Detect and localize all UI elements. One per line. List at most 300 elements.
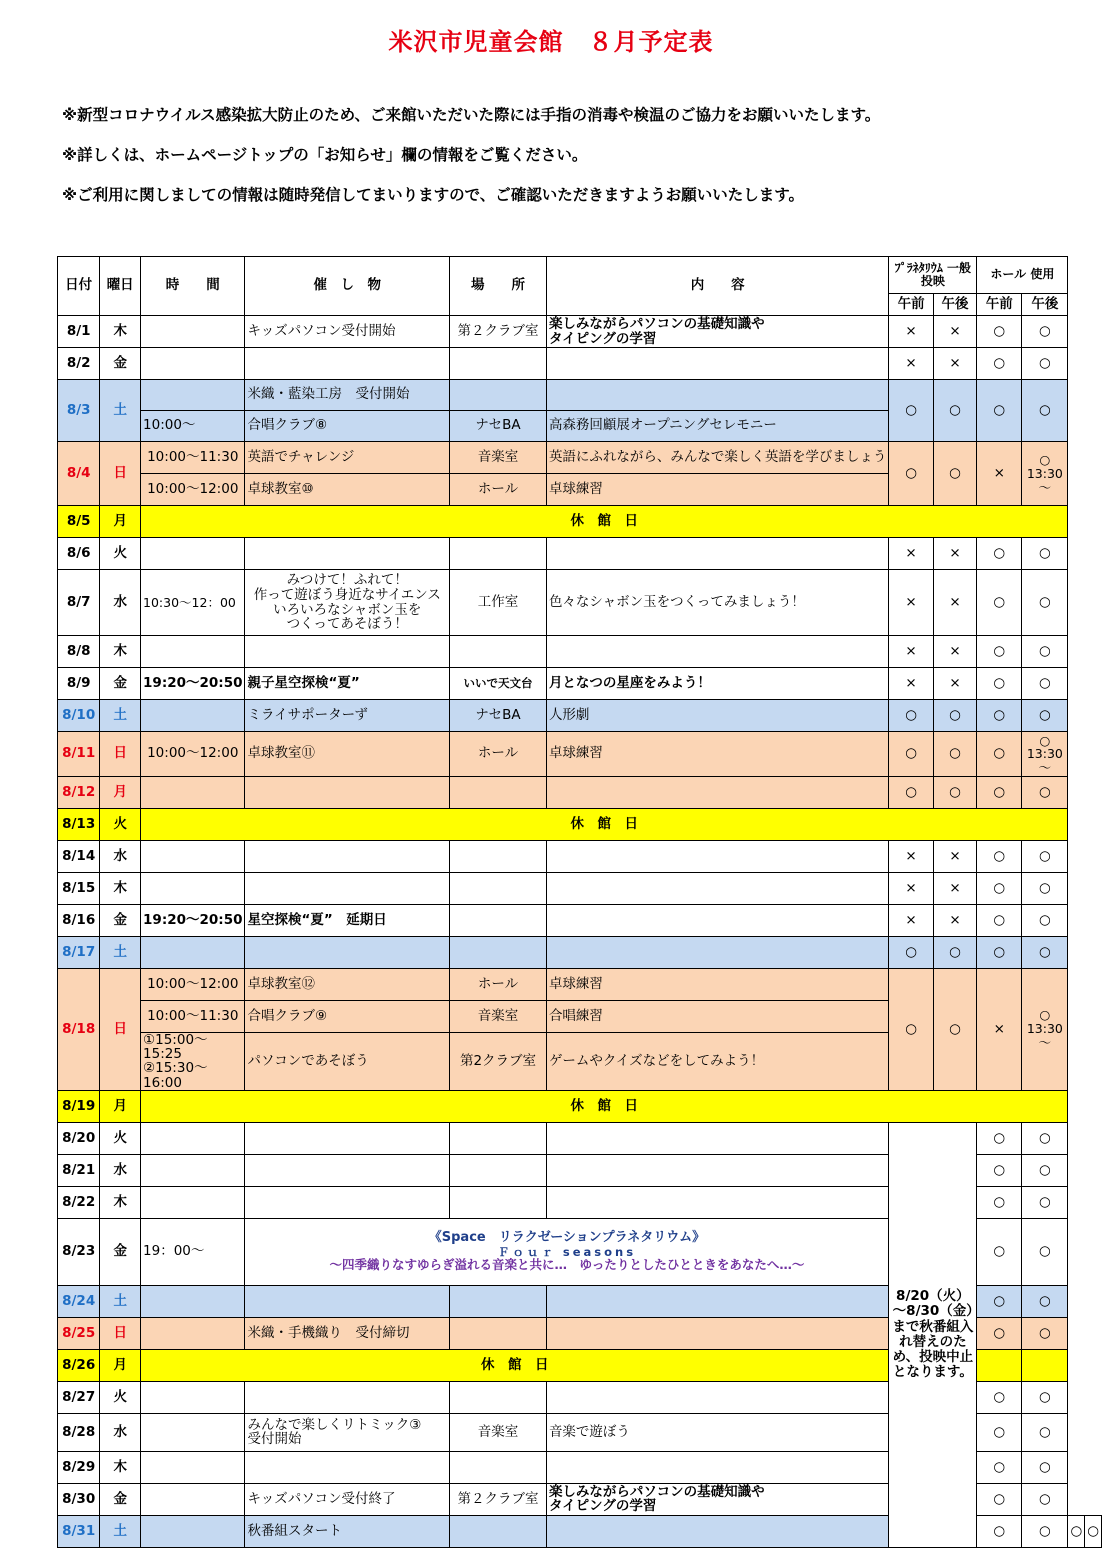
dow-cell: 日 (100, 1317, 141, 1349)
hall-am-cell: × (977, 969, 1022, 1091)
table-row (58, 969, 1102, 1001)
event-cell: 合唱クラブ⑧ (245, 411, 450, 442)
date-cell: 8/14 (58, 841, 100, 873)
hall-am-cell: ○ (977, 1154, 1022, 1186)
time-cell (141, 700, 245, 732)
planetarium-am-cell: ○ (889, 732, 933, 777)
hall-am-cell: ○ (977, 1413, 1022, 1451)
event-cell (245, 1381, 450, 1413)
date-cell: 8/8 (58, 636, 100, 668)
table-row (58, 1122, 1102, 1154)
special-event-subtitle: Ｆｏｕｒ seasons (497, 1244, 637, 1259)
content-cell (546, 905, 889, 937)
hall-pm-cell: ○ (1022, 700, 1068, 732)
planetarium-pm-cell: × (933, 668, 977, 700)
time-cell: 10:30～12：00 (141, 570, 245, 636)
hall-pm-cell: ○ (1022, 538, 1068, 570)
place-cell (450, 1317, 547, 1349)
place-cell: いいで天文台 (450, 668, 547, 700)
content-cell (546, 1451, 889, 1483)
date-cell: 8/5 (58, 506, 100, 538)
time-cell: 10:00～12:00 (141, 474, 245, 506)
date-cell: 8/29 (58, 1451, 100, 1483)
hall-pm-cell: ○ (1022, 348, 1068, 380)
content-cell: ゲームやクイズなどをしてみよう！ (546, 1033, 889, 1091)
place-cell: 第２クラブ室 (450, 1483, 547, 1515)
table-row (58, 873, 1102, 905)
date-cell: 8/19 (58, 1090, 100, 1122)
planetarium-pm-cell: × (933, 538, 977, 570)
planetarium-pm-cell: × (933, 636, 977, 668)
closed-cell: 休 館 日 (141, 809, 1068, 841)
time-cell: 10:00～11:30 (141, 1001, 245, 1033)
hall-pm-cell: ○ (1022, 570, 1068, 636)
table-row (58, 937, 1102, 969)
planetarium-am-cell: ○ (889, 777, 933, 809)
table-row (58, 570, 1102, 636)
place-cell (450, 1154, 547, 1186)
table-row (58, 636, 1102, 668)
table-row (58, 538, 1102, 570)
closed-cell: 休 館 日 (141, 506, 1068, 538)
content-cell: 音楽で遊ぼう (546, 1413, 889, 1451)
time-cell (141, 1413, 245, 1451)
content-cell (546, 1381, 889, 1413)
hall-am-cell: ○ (977, 732, 1022, 777)
content-cell: 卓球練習 (546, 732, 889, 777)
table-row (58, 380, 1102, 411)
planetarium-pm-cell: ○ (933, 732, 977, 777)
planetarium-am-cell: × (889, 348, 933, 380)
event-cell: 米織・藍染工房 受付開始 (245, 380, 450, 411)
planetarium-pm-cell: ○ (933, 442, 977, 506)
planetarium-pm-cell: ○ (933, 969, 977, 1091)
date-cell: 8/16 (58, 905, 100, 937)
hall-am-cell: ○ (977, 777, 1022, 809)
special-event-tagline: ～四季織りなすゆらぎ溢れる音楽と共に… ゆったりとしたひとときをあなたへ…～ (329, 1257, 805, 1273)
event-cell: 卓球教室⑩ (245, 474, 450, 506)
place-cell: 第2クラブ室 (450, 1033, 547, 1091)
content-cell: 卓球練習 (546, 969, 889, 1001)
planetarium-pm-cell: × (933, 348, 977, 380)
dow-cell: 土 (100, 937, 141, 969)
schedule-table (57, 256, 1102, 1548)
hall-pm-cell: ○ 13:30 ～ (1022, 442, 1068, 506)
event-cell (245, 1186, 450, 1218)
planetarium-pm-cell: × (933, 316, 977, 348)
content-cell (546, 538, 889, 570)
table-row (58, 1090, 1102, 1122)
time-cell (141, 937, 245, 969)
dow-cell: 日 (100, 969, 141, 1091)
hall-pm-cell: ○ (1022, 668, 1068, 700)
planetarium-am-cell: ○ (889, 442, 933, 506)
time-cell: 10:00～11:30 (141, 442, 245, 474)
planetarium-am-cell: × (889, 316, 933, 348)
hall-am-cell: ○ (977, 937, 1022, 969)
place-cell: ホール (450, 969, 547, 1001)
table-row (58, 841, 1102, 873)
planetarium-pm-cell: ○ (933, 700, 977, 732)
hall-am-cell: ○ (977, 1122, 1022, 1154)
dow-cell: 土 (100, 1285, 141, 1317)
planetarium-pm-cell: × (933, 873, 977, 905)
planetarium-pm-cell: × (933, 905, 977, 937)
dow-cell: 火 (100, 1381, 141, 1413)
header-hall-pm: 午後 (1022, 294, 1068, 316)
dow-cell: 水 (100, 1154, 141, 1186)
event-cell (245, 841, 450, 873)
planetarium-am-cell: ○ (889, 937, 933, 969)
hall-pm-cell: ○ (1022, 841, 1068, 873)
dow-cell: 木 (100, 1451, 141, 1483)
content-cell: 卓球練習 (546, 474, 889, 506)
place-cell: 工作室 (450, 570, 547, 636)
page-title: 米沢市児童会館 ８月予定表 (388, 28, 714, 56)
event-cell: 合唱クラブ⑨ (245, 1001, 450, 1033)
hall-pm-cell: ○ (1022, 1451, 1068, 1483)
time-cell (141, 1451, 245, 1483)
hall-am-cell (977, 1349, 1022, 1381)
event-cell: パソコンであそぼう (245, 1033, 450, 1091)
hall-am-cell: ○ (977, 1218, 1022, 1285)
time-cell (141, 1515, 245, 1547)
dow-cell: 土 (100, 1515, 141, 1547)
event-cell (245, 636, 450, 668)
date-cell: 8/7 (58, 570, 100, 636)
place-cell: 音楽室 (450, 442, 547, 474)
date-cell: 8/11 (58, 732, 100, 777)
hall-am-cell: ○ (977, 1285, 1022, 1317)
content-cell (546, 636, 889, 668)
notice-line: ※新型コロナウイルス感染拡大防止のため、ご来館いただいた際には手指の消毒や検温のご協力をお願いいたします。 (62, 106, 881, 124)
date-cell: 8/24 (58, 1285, 100, 1317)
notice-list (62, 100, 1062, 220)
date-cell: 8/13 (58, 809, 100, 841)
place-cell: 第２クラブ室 (450, 316, 547, 348)
event-cell: キッズパソコン受付開始 (245, 316, 450, 348)
content-cell: 楽しみながらパソコンの基礎知識や タイピングの学習 (546, 316, 889, 348)
time-cell (141, 380, 245, 411)
hall-am-cell: ○ (977, 380, 1022, 442)
hall-am-cell: ○ (977, 700, 1022, 732)
time-cell (141, 777, 245, 809)
planetarium-am-cell: × (889, 636, 933, 668)
dow-cell: 金 (100, 668, 141, 700)
time-cell: ①15:00～15:25 ②15:30～16:00 (141, 1033, 245, 1091)
table-row (58, 348, 1102, 380)
hall-am-cell: ○ (977, 348, 1022, 380)
date-cell: 8/27 (58, 1381, 100, 1413)
planetarium-am-cell: × (889, 668, 933, 700)
table-row (58, 700, 1102, 732)
hall-am-cell: ○ (977, 570, 1022, 636)
place-cell (450, 937, 547, 969)
time-cell (141, 538, 245, 570)
place-cell (450, 636, 547, 668)
dow-cell: 金 (100, 1218, 141, 1285)
planetarium-pm-cell: ○ (933, 937, 977, 969)
dow-cell: 月 (100, 506, 141, 538)
header-time: 時 間 (141, 257, 245, 316)
planetarium-pm-cell: ○ (933, 380, 977, 442)
hall-pm-cell: ○ (1022, 1218, 1068, 1285)
table-row (58, 809, 1102, 841)
time-cell: 19:20～20:50 (141, 668, 245, 700)
planetarium-am-cell: × (889, 570, 933, 636)
hall-pm-cell: ○ (1022, 636, 1068, 668)
place-cell (450, 905, 547, 937)
date-cell: 8/3 (58, 380, 100, 442)
event-cell (245, 777, 450, 809)
date-cell: 8/28 (58, 1413, 100, 1451)
hall-pm-cell: ○ (1022, 316, 1068, 348)
date-cell: 8/31 (58, 1515, 100, 1547)
hall-pm-cell: ○ (1022, 1483, 1068, 1515)
content-cell (546, 1122, 889, 1154)
date-cell: 8/10 (58, 700, 100, 732)
place-cell (450, 348, 547, 380)
planetarium-am-cell: ○ (889, 700, 933, 732)
event-cell: 米織・手機織り 受付締切 (245, 1317, 450, 1349)
hall-am-cell: ○ (977, 316, 1022, 348)
dow-cell: 木 (100, 873, 141, 905)
place-cell (450, 1122, 547, 1154)
hall-pm-cell: ○ (1022, 1381, 1068, 1413)
place-cell (450, 1186, 547, 1218)
content-cell: 月となつの星座をみよう！ (546, 668, 889, 700)
time-cell (141, 636, 245, 668)
planetarium-pm-cell: × (933, 841, 977, 873)
time-cell: 10:00～12:00 (141, 732, 245, 777)
date-cell: 8/12 (58, 777, 100, 809)
table-row (58, 732, 1102, 777)
dow-cell: 火 (100, 1122, 141, 1154)
time-cell (141, 1122, 245, 1154)
hall-pm-cell: ○ (1022, 873, 1068, 905)
hall-pm-cell: ○ (1022, 905, 1068, 937)
dow-cell: 水 (100, 841, 141, 873)
content-cell (546, 1285, 889, 1317)
dow-cell: 金 (100, 348, 141, 380)
closed-cell: 休 館 日 (141, 1090, 1068, 1122)
table-row (58, 777, 1102, 809)
hall-pm-cell: ○ (1022, 1154, 1068, 1186)
time-cell: 19:20～20:50 (141, 905, 245, 937)
event-cell: 英語でチャレンジ (245, 442, 450, 474)
time-cell: 10:00～12:00 (141, 969, 245, 1001)
date-cell: 8/2 (58, 348, 100, 380)
time-cell (141, 1381, 245, 1413)
time-cell (141, 873, 245, 905)
hall-am-cell: ○ (1068, 1515, 1085, 1547)
content-cell: 合唱練習 (546, 1001, 889, 1033)
date-cell: 8/1 (58, 316, 100, 348)
hall-pm-cell: ○ (1022, 1413, 1068, 1451)
content-cell (546, 1515, 889, 1547)
event-cell: ミライサポーターず (245, 700, 450, 732)
planetarium-pm-cell: ○ (1022, 1515, 1068, 1547)
place-cell: ホール (450, 732, 547, 777)
event-cell (245, 1154, 450, 1186)
place-cell (450, 538, 547, 570)
time-cell (141, 1483, 245, 1515)
header-event: 催 し 物 (245, 257, 450, 316)
date-cell: 8/4 (58, 442, 100, 506)
place-cell (450, 1451, 547, 1483)
dow-cell: 土 (100, 380, 141, 442)
hall-pm-cell (1022, 1349, 1068, 1381)
time-cell (141, 1285, 245, 1317)
time-cell (141, 316, 245, 348)
hall-am-cell: × (977, 442, 1022, 506)
place-cell: ナセBA (450, 411, 547, 442)
table-row (58, 905, 1102, 937)
place-cell: ホール (450, 474, 547, 506)
event-cell (245, 1285, 450, 1317)
hall-am-cell: ○ (977, 538, 1022, 570)
content-cell: 英語にふれながら、みんなで楽しく英語を学びましょう (546, 442, 889, 474)
event-cell: 星空探検“夏” 延期日 (245, 905, 450, 937)
date-cell: 8/20 (58, 1122, 100, 1154)
header-place: 場 所 (450, 257, 547, 316)
dow-cell: 土 (100, 700, 141, 732)
hall-pm-cell: ○ (1022, 1122, 1068, 1154)
hall-pm-cell: ○ 13:30 ～ (1022, 969, 1068, 1091)
event-cell (245, 538, 450, 570)
content-cell: 色々なシャボン玉をつくってみましょう！ (546, 570, 889, 636)
header-row (58, 257, 1102, 294)
dow-cell: 木 (100, 1186, 141, 1218)
special-event-cell (245, 1218, 889, 1285)
place-cell (450, 841, 547, 873)
event-cell: 秋番組スタート (245, 1515, 450, 1547)
time-cell (141, 841, 245, 873)
date-cell: 8/6 (58, 538, 100, 570)
hall-pm-cell: ○ (1022, 1317, 1068, 1349)
hall-pm-cell: ○ (1022, 1186, 1068, 1218)
place-cell (450, 777, 547, 809)
date-cell: 8/22 (58, 1186, 100, 1218)
place-cell (450, 380, 547, 411)
planetarium-am-cell: × (889, 873, 933, 905)
planetarium-am-cell: × (889, 538, 933, 570)
planetarium-am-cell: × (889, 841, 933, 873)
header-dow: 曜日 (100, 257, 141, 316)
dow-cell: 月 (100, 1090, 141, 1122)
time-cell (141, 1186, 245, 1218)
content-cell (546, 873, 889, 905)
hall-pm-cell: ○ (1022, 777, 1068, 809)
header-content: 内 容 (546, 257, 889, 316)
table-row (58, 316, 1102, 348)
hall-am-cell: ○ (977, 1381, 1022, 1413)
dow-cell: 月 (100, 777, 141, 809)
time-cell (141, 1317, 245, 1349)
event-cell (245, 873, 450, 905)
content-cell (546, 380, 889, 411)
date-cell: 8/23 (58, 1218, 100, 1285)
hall-am-cell: ○ (977, 1186, 1022, 1218)
event-cell (245, 1451, 450, 1483)
date-cell: 8/18 (58, 969, 100, 1091)
dow-cell: 日 (100, 442, 141, 506)
table-row (58, 668, 1102, 700)
dow-cell: 水 (100, 570, 141, 636)
date-cell: 8/21 (58, 1154, 100, 1186)
table-row (58, 506, 1102, 538)
dow-cell: 火 (100, 538, 141, 570)
dow-cell: 水 (100, 1413, 141, 1451)
hall-am-cell: ○ (977, 873, 1022, 905)
hall-pm-cell: ○ (1085, 1515, 1102, 1547)
event-cell (245, 937, 450, 969)
content-cell: 人形劇 (546, 700, 889, 732)
hall-am-cell: ○ (977, 841, 1022, 873)
header-date: 日付 (58, 257, 100, 316)
hall-am-cell: ○ (977, 1317, 1022, 1349)
header-planetarium-am: 午前 (889, 294, 933, 316)
time-cell: 10:00～ (141, 411, 245, 442)
planetarium-am-cell: ○ (889, 969, 933, 1091)
date-cell: 8/15 (58, 873, 100, 905)
content-cell (546, 1186, 889, 1218)
event-cell: みんなで楽しくリトミック③ 受付開始 (245, 1413, 450, 1451)
place-cell (450, 1515, 547, 1547)
hall-am-cell: ○ (977, 668, 1022, 700)
hall-pm-cell: ○ (1022, 937, 1068, 969)
content-cell (546, 1317, 889, 1349)
content-cell (546, 777, 889, 809)
content-cell (546, 937, 889, 969)
planetarium-suspension-note: 8/20（火）～8/30（金）まで秋番組入れ替えのため、投映中止となります。 (889, 1122, 977, 1547)
event-cell (245, 1122, 450, 1154)
date-cell: 8/25 (58, 1317, 100, 1349)
date-cell: 8/9 (58, 668, 100, 700)
hall-am-cell: ○ (977, 636, 1022, 668)
hall-am-cell: ○ (977, 1483, 1022, 1515)
dow-cell: 金 (100, 905, 141, 937)
date-cell: 8/30 (58, 1483, 100, 1515)
planetarium-am-cell: ○ (977, 1515, 1022, 1547)
time-cell (141, 1154, 245, 1186)
header-hall-am: 午前 (977, 294, 1022, 316)
content-cell (546, 841, 889, 873)
planetarium-pm-cell: × (933, 570, 977, 636)
content-cell: 高森務回顧展オープニングセレモニー (546, 411, 889, 442)
notice-line: ※詳しくは、ホームページトップの「お知らせ」欄の情報をご覧ください。 (62, 146, 588, 164)
place-cell: 音楽室 (450, 1413, 547, 1451)
place-cell (450, 1285, 547, 1317)
planetarium-am-cell: × (889, 905, 933, 937)
place-cell (450, 1381, 547, 1413)
dow-cell: 日 (100, 732, 141, 777)
event-cell: みつけて！ふれて！ 作って遊ぼう身近なサイエンス いろいろなシャボン玉を つくってあそぼう！ (245, 570, 450, 636)
hall-pm-cell: ○ (1022, 380, 1068, 442)
special-event-title: 《Space リラクゼーションプラネタリウム》 (428, 1229, 706, 1245)
dow-cell: 火 (100, 809, 141, 841)
closed-cell: 休 館 日 (141, 1349, 889, 1381)
hall-pm-cell: ○ 13:30 ～ (1022, 732, 1068, 777)
dow-cell: 金 (100, 1483, 141, 1515)
place-cell (450, 873, 547, 905)
hall-pm-cell: ○ (1022, 1285, 1068, 1317)
content-cell (546, 348, 889, 380)
date-cell: 8/17 (58, 937, 100, 969)
event-cell: キッズパソコン受付終了 (245, 1483, 450, 1515)
event-cell: 卓球教室⑫ (245, 969, 450, 1001)
planetarium-pm-cell: ○ (933, 777, 977, 809)
